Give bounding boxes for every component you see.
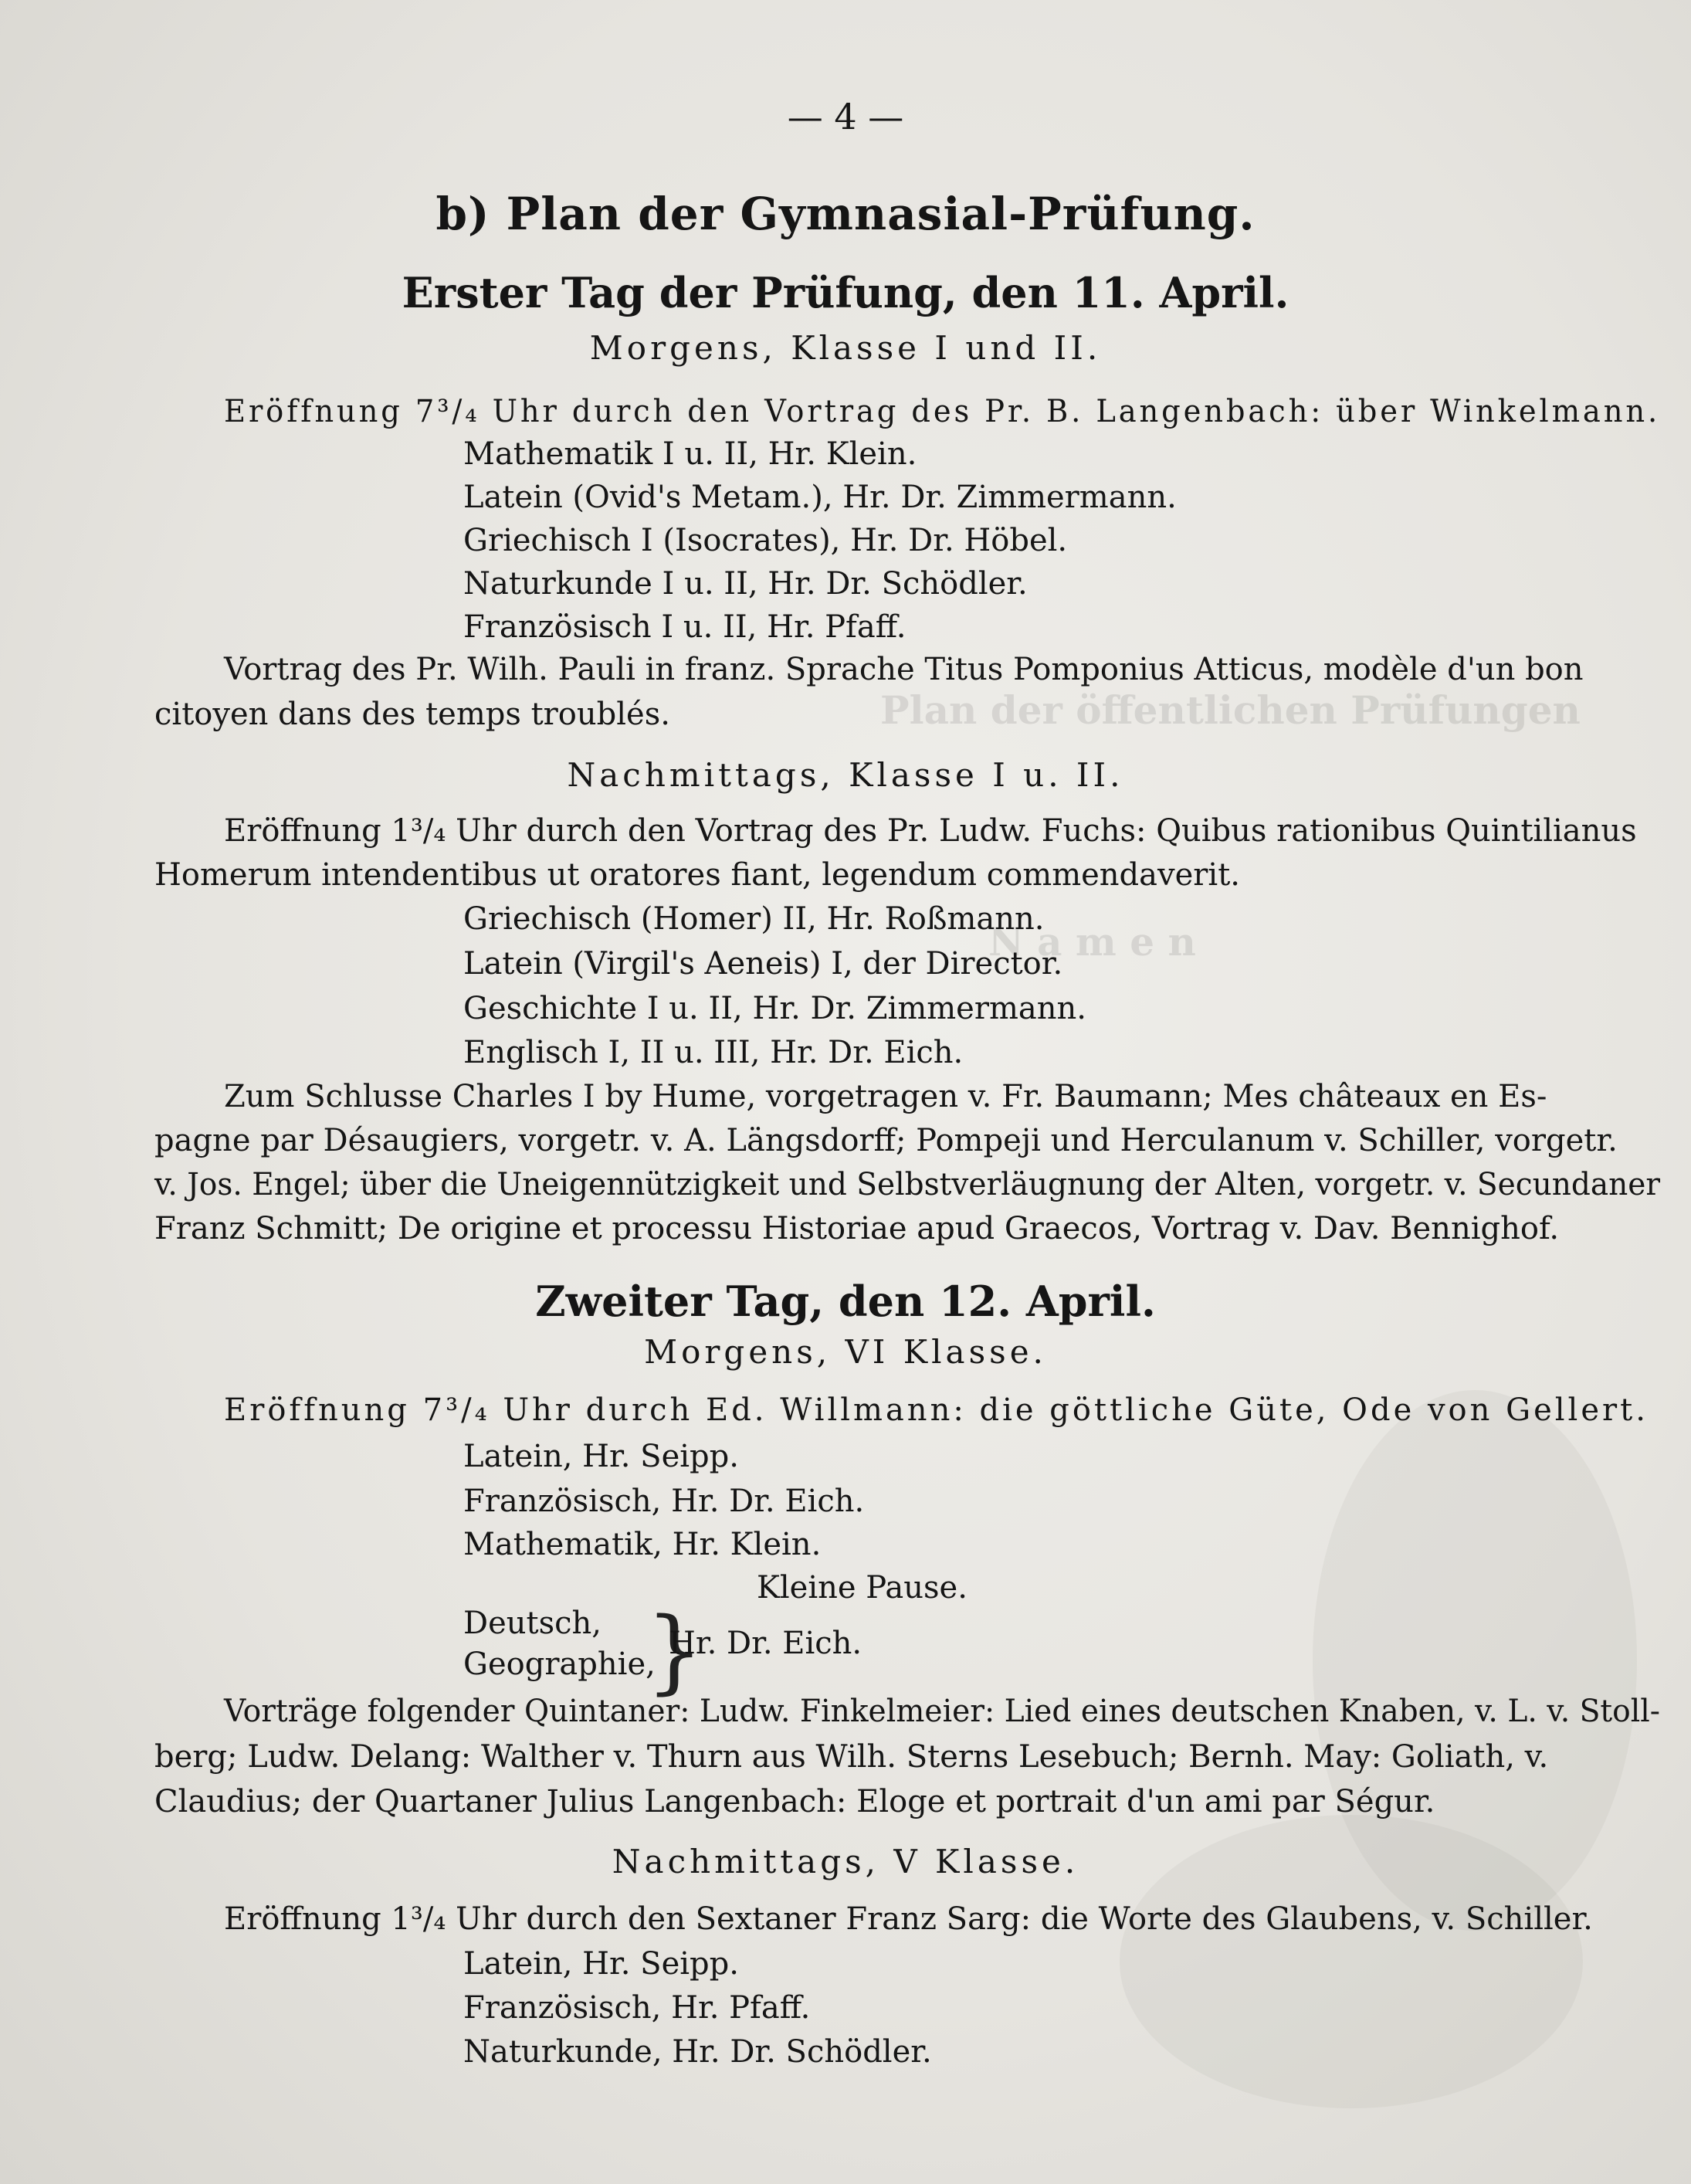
day1-lecture-line: citoyen dans des temps troublés. bbox=[154, 697, 670, 732]
page-number: — 4 — bbox=[787, 96, 904, 137]
day1-morning-heading: Morgens, Klasse I und II. bbox=[589, 329, 1102, 367]
day2-lectures-line: Claudius; der Quartaner Julius Langenbach: Eloge et portrait d'un ami par Ségur. bbox=[154, 1784, 1435, 1819]
day1-morning-subject: Naturkunde I u. II, Hr. Dr. Schödler. bbox=[463, 566, 1028, 602]
day1-afternoon-subject: Latein (Virgil's Aeneis) I, der Director. bbox=[463, 946, 1063, 982]
day2-lectures-line: Vorträge folgender Quintaner: Ludw. Finkelmeier: Lied eines deutschen Knaben, v. L. v. Stoll- bbox=[224, 1694, 1661, 1729]
day2-morning-subject: Latein, Hr. Seipp. bbox=[463, 1439, 739, 1474]
day2-afternoon-subject: Naturkunde, Hr. Dr. Schödler. bbox=[463, 2034, 932, 2070]
day2-afternoon-subject: Französisch, Hr. Pfaff. bbox=[463, 1990, 811, 2026]
day1-morning-subject: Latein (Ovid's Metam.), Hr. Dr. Zimmermann. bbox=[463, 480, 1177, 515]
day1-afternoon-subject: Geschichte I u. II, Hr. Dr. Zimmermann. bbox=[463, 991, 1086, 1026]
day2-morning-opening: Eröffnung 7³/₄ Uhr durch Ed. Willmann: die göttliche Güte, Ode von Gellert. bbox=[224, 1392, 1649, 1428]
day1-morning-subject: Französisch I u. II, Hr. Pfaff. bbox=[463, 609, 906, 645]
day2-afternoon-opening: Eröffnung 1³/₄ Uhr durch den Sextaner Franz Sarg: die Worte des Glaubens, v. Schiller. bbox=[224, 1901, 1593, 1937]
day1-afternoon-subject: Griechisch (Homer) II, Hr. Roßmann. bbox=[463, 901, 1045, 937]
day1-closing-line: Zum Schlusse Charles I by Hume, vorgetragen v. Fr. Baumann; Mes châteaux en Es- bbox=[224, 1079, 1547, 1114]
day2-morning-heading: Morgens, VI Klasse. bbox=[644, 1333, 1047, 1371]
day1-morning-subject: Griechisch I (Isocrates), Hr. Dr. Höbel. bbox=[463, 523, 1068, 558]
day1-closing-line: v. Jos. Engel; über die Uneigennützigkeit und Selbstverläugnung der Alten, vorgetr. v. Secundaner bbox=[154, 1167, 1661, 1202]
bleed-through-text: Plan der öffentlichen Prüfungen bbox=[880, 687, 1581, 733]
section-title: b) Plan der Gymnasial-Prüfung. bbox=[435, 188, 1256, 240]
day2-afternoon-subject: Latein, Hr. Seipp. bbox=[463, 1946, 739, 1982]
day2-heading: Zweiter Tag, den 12. April. bbox=[535, 1277, 1156, 1326]
day1-closing-line: Franz Schmitt; De origine et processu Historiae apud Graecos, Vortrag v. Dav. Bennighof. bbox=[154, 1211, 1560, 1246]
curly-brace: } bbox=[646, 1597, 704, 1704]
day2-afternoon-heading: Nachmittags, V Klasse. bbox=[612, 1843, 1079, 1880]
bleed-through-text: N a m e n bbox=[988, 919, 1196, 965]
day1-heading: Erster Tag der Prüfung, den 11. April. bbox=[402, 268, 1289, 317]
day1-afternoon-opening: Eröffnung 1³/₄ Uhr durch den Vortrag des Pr. Ludw. Fuchs: Quibus rationibus Quintilianus bbox=[224, 813, 1637, 849]
day1-afternoon-subject: Englisch I, II u. III, Hr. Dr. Eich. bbox=[463, 1035, 964, 1070]
day1-morning-subject: Mathematik I u. II, Hr. Klein. bbox=[463, 436, 917, 472]
day2-brace-subject: Deutsch, bbox=[463, 1606, 602, 1641]
day2-brace-subject: Geographie, bbox=[463, 1646, 656, 1682]
day2-lectures-line: berg; Ludw. Delang: Walther v. Thurn aus Wilh. Sterns Lesebuch; Bernh. May: Goliath, v. bbox=[154, 1739, 1549, 1775]
day1-afternoon-heading: Nachmittags, Klasse I u. II. bbox=[567, 756, 1124, 794]
day1-closing-line: pagne par Désaugiers, vorgetr. v. A. Längsdorff; Pompeji und Herculanum v. Schiller, vorgetr. bbox=[154, 1123, 1618, 1158]
day2-morning-subject: Mathematik, Hr. Klein. bbox=[463, 1527, 822, 1562]
day1-lecture-line: Vortrag des Pr. Wilh. Pauli in franz. Sprache Titus Pomponius Atticus, modèle d'un bon bbox=[224, 652, 1584, 687]
day2-brace-teacher: Hr. Dr. Eich. bbox=[669, 1626, 862, 1661]
day2-morning-subject: Französisch, Hr. Dr. Eich. bbox=[463, 1484, 865, 1519]
day1-morning-opening: Eröffnung 7³/₄ Uhr durch den Vortrag des Pr. B. Langenbach: über Winkelmann. bbox=[224, 394, 1661, 429]
day2-pause: Kleine Pause. bbox=[757, 1570, 967, 1606]
day1-afternoon-opening: Homerum intendentibus ut oratores fiant, legendum commendaverit. bbox=[154, 857, 1240, 893]
